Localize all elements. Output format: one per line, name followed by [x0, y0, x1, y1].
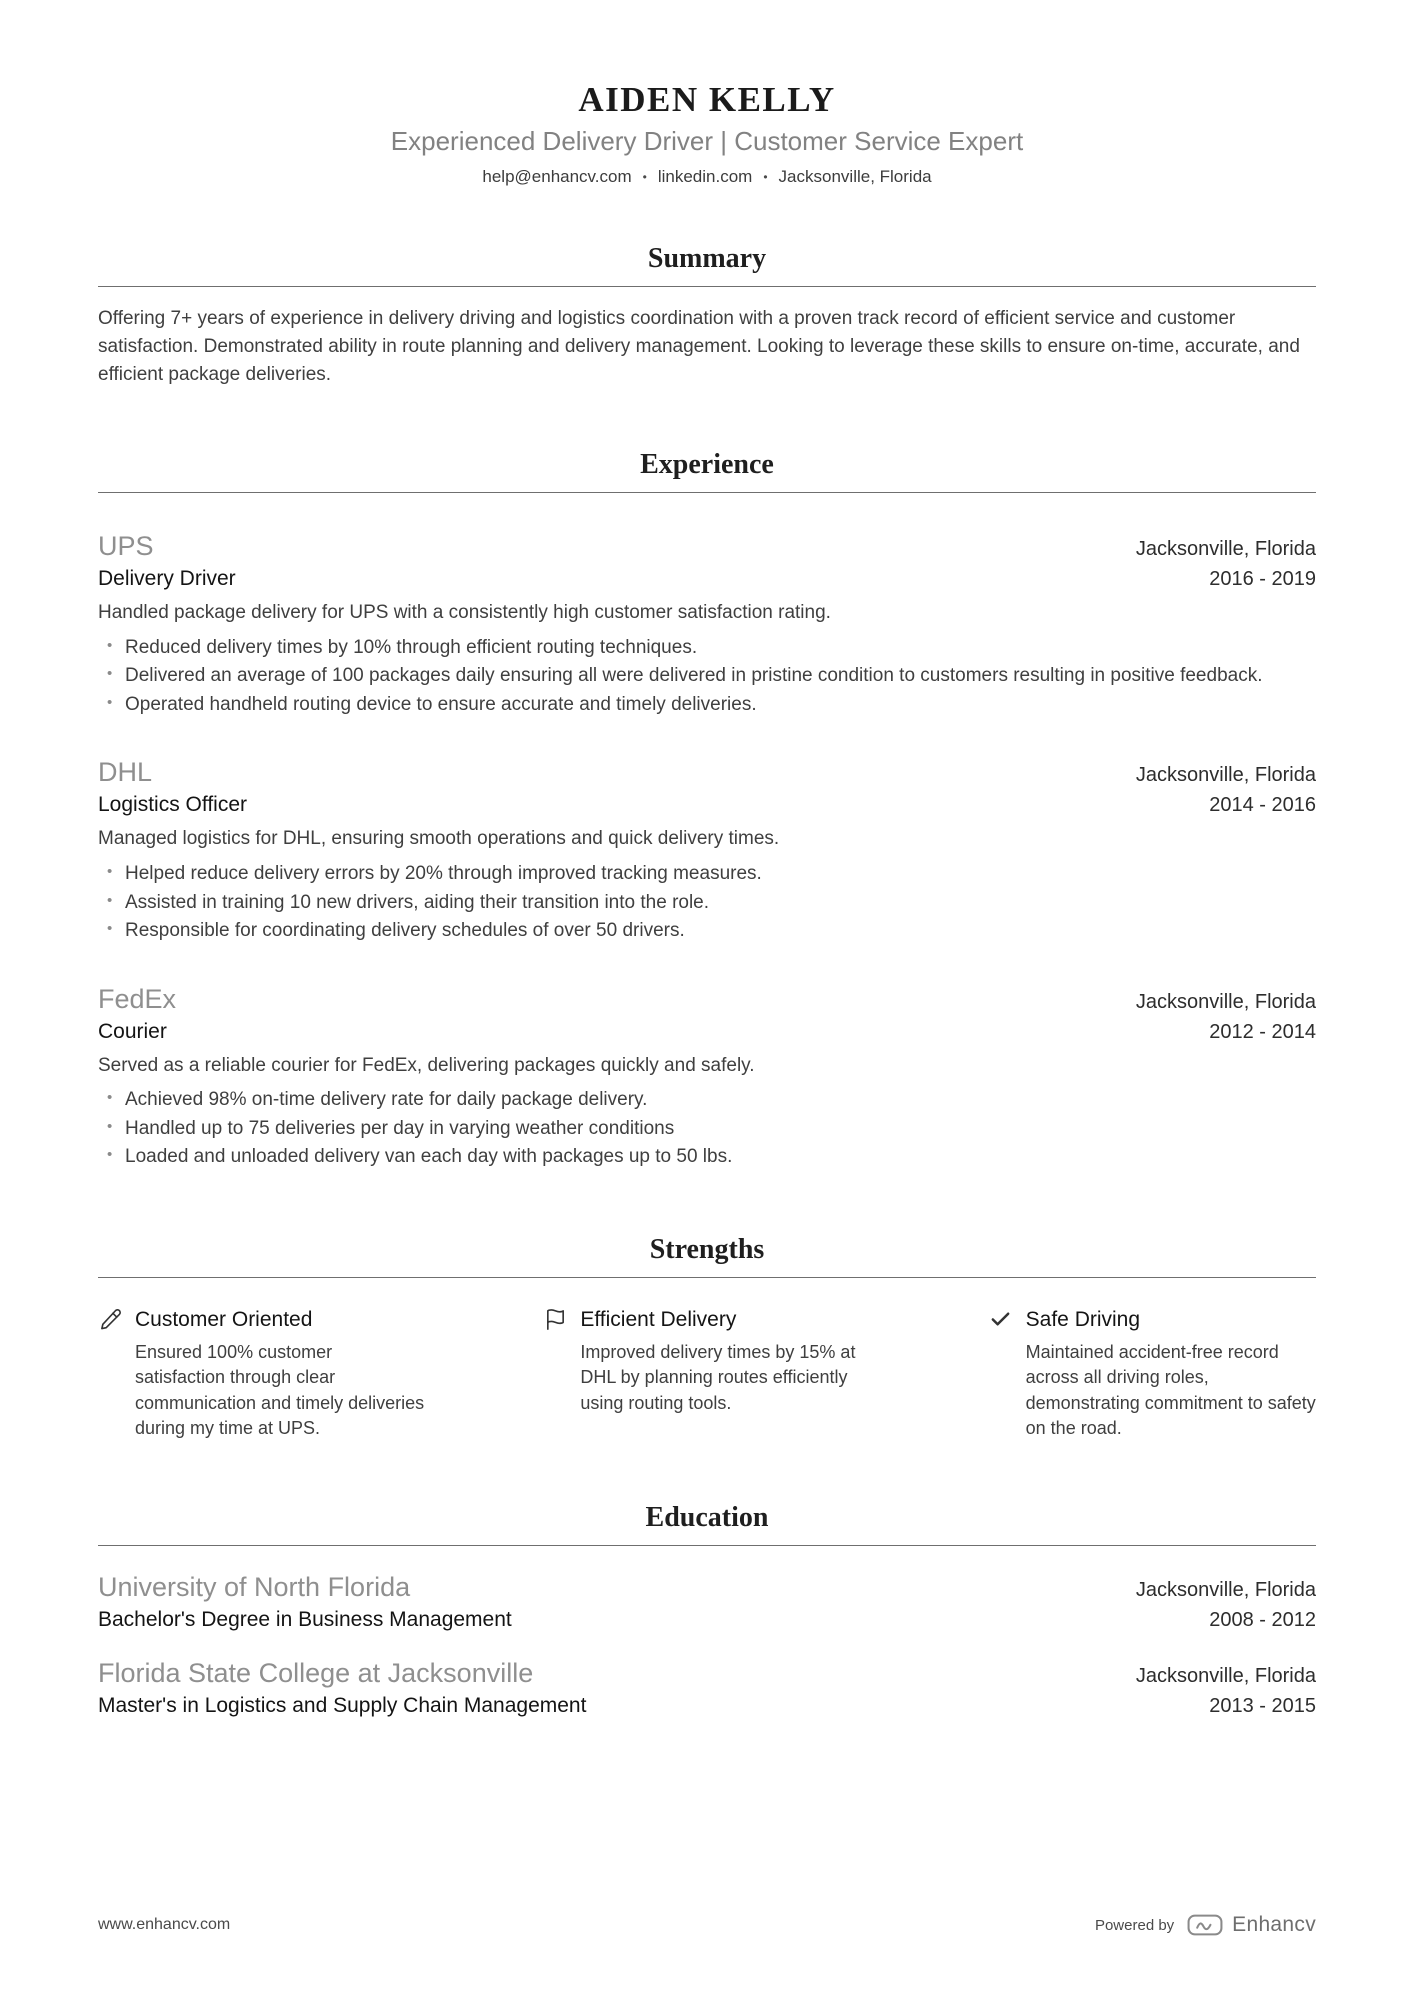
education-degree-row [98, 1608, 1316, 1632]
school-location: Jacksonville, Florida [1135, 1664, 1316, 1687]
job-bullet-list [98, 634, 1316, 720]
strength-text: Ensured 100% customer satisfaction through clear communication and timely deliveries during my time at UPS. [135, 1341, 425, 1439]
strength-item [98, 1308, 425, 1442]
job-title: Delivery Driver [98, 567, 236, 591]
degree: Bachelor's Degree in Business Management [98, 1607, 512, 1631]
enhancv-logo-icon [1187, 1914, 1223, 1936]
job-location: Jacksonville, Florida [1135, 538, 1316, 561]
job-bullet: • Reduced delivery times by 10% through efficient routing techniques. [98, 634, 1316, 663]
degree: Master's in Logistics and Supply Chain Management [98, 1693, 587, 1717]
job-bullet: • Responsible for coordinating delivery schedules of over 50 drivers. [98, 917, 1316, 946]
strength-item [989, 1308, 1316, 1442]
education-degree-row [98, 1694, 1316, 1718]
job-dates: 2012 - 2014 [1209, 1020, 1316, 1043]
job-bullet: • Assisted in training 10 new drivers, aiding their transition into the role. [98, 889, 1316, 918]
experience-entry [98, 531, 1316, 719]
job-bullet-list [98, 1086, 1316, 1172]
contact-email-link[interactable]: help@enhancv.com [482, 167, 632, 186]
job-summary: Served as a reliable courier for FedEx, delivering packages quickly and safely. [98, 1054, 755, 1076]
strength-text: Improved delivery times by 15% at DHL by planning routes efficiently using routing tools. [580, 1341, 856, 1413]
job-header-row [98, 757, 1316, 788]
job-role-row [98, 1020, 1316, 1044]
strength-text: Maintained accident-free record across all driving roles, demonstrating commitment to safety on the road. [1025, 1341, 1316, 1439]
contact-row [98, 167, 1316, 187]
footer-website-link[interactable]: www.enhancv.com [98, 1916, 231, 1933]
section-heading-experience: Experience [98, 449, 1316, 493]
education-section [98, 1502, 1316, 1718]
job-role-row [98, 567, 1316, 591]
job-header-row [98, 531, 1316, 562]
job-bullet: • Handled up to 75 deliveries per day in varying weather conditions [98, 1115, 1316, 1144]
summary-text: Offering 7+ years of experience in delivery driving and logistics coordination with a proven track record of efficient service and customer satisfaction. Demonstrated ability in route planning and delivery management. Looking to leverage these skills to ensure on-time, accurate, and efficient package deliveries. [98, 308, 1300, 386]
job-title: Logistics Officer [98, 793, 247, 817]
page-footer [98, 1913, 1316, 1947]
school-dates: 2008 - 2012 [1209, 1608, 1316, 1631]
footer-branding [1095, 1913, 1316, 1937]
resume-header [98, 80, 1316, 187]
flag-icon [543, 1308, 567, 1332]
section-heading-education: Education [98, 1502, 1316, 1546]
school-name: University of North Florida [98, 1571, 411, 1602]
strength-title: Efficient Delivery [580, 1307, 737, 1331]
strength-header [543, 1308, 870, 1332]
section-heading-strengths: Strengths [98, 1234, 1316, 1278]
job-bullet: • Achieved 98% on-time delivery rate for daily package delivery. [98, 1086, 1316, 1115]
contact-separator: • [642, 170, 647, 184]
job-bullet: • Loaded and unloaded delivery van each day with packages up to 50 lbs. [98, 1143, 1316, 1172]
job-summary: Handled package delivery for UPS with a consistently high customer satisfaction rating. [98, 602, 831, 624]
enhancv-brand-name: Enhancv [1232, 1913, 1316, 1936]
summary-section [98, 243, 1316, 389]
job-bullet: • Delivered an average of 100 packages daily ensuring all were delivered in pristine condition to customers resulting in positive feedback. [98, 662, 1316, 691]
contact-separator: • [763, 170, 768, 184]
experience-section [98, 449, 1316, 1171]
contact-linkedin-link[interactable]: linkedin.com [657, 167, 753, 186]
job-bullet-list [98, 860, 1316, 946]
strength-title: Customer Oriented [135, 1307, 313, 1331]
school-dates: 2013 - 2015 [1209, 1694, 1316, 1717]
education-header-row [98, 1658, 1316, 1689]
job-title: Courier [98, 1019, 167, 1043]
enhancv-brand-link[interactable] [1187, 1913, 1316, 1937]
strengths-grid [98, 1308, 1316, 1442]
strength-header [98, 1308, 425, 1332]
job-dates: 2016 - 2019 [1209, 568, 1316, 591]
check-icon [989, 1308, 1013, 1332]
strengths-section [98, 1234, 1316, 1442]
job-dates: 2014 - 2016 [1209, 794, 1316, 817]
company-name: UPS [98, 531, 154, 562]
education-entry [98, 1658, 1316, 1718]
powered-by-label: Powered by [1094, 1916, 1175, 1934]
section-heading-summary: Summary [98, 243, 1316, 287]
job-location: Jacksonville, Florida [1135, 990, 1316, 1013]
experience-entry [98, 757, 1316, 945]
education-entry [98, 1572, 1316, 1632]
job-summary: Managed logistics for DHL, ensuring smooth operations and quick delivery times. [98, 828, 780, 850]
candidate-headline: Experienced Delivery Driver | Customer Service Expert [390, 126, 1024, 156]
job-header-row [98, 984, 1316, 1015]
experience-entry [98, 984, 1316, 1172]
job-role-row [98, 793, 1316, 817]
school-name: Florida State College at Jacksonville [98, 1657, 534, 1688]
job-bullet: • Helped reduce delivery errors by 20% through improved tracking measures. [98, 860, 1316, 889]
strength-header [989, 1308, 1316, 1332]
job-bullet: • Operated handheld routing device to ensure accurate and timely deliveries. [98, 691, 1316, 720]
school-location: Jacksonville, Florida [1135, 1578, 1316, 1601]
strength-title: Safe Driving [1025, 1307, 1141, 1331]
strength-item [543, 1308, 870, 1442]
pen-icon [98, 1308, 122, 1332]
job-location: Jacksonville, Florida [1135, 764, 1316, 787]
company-name: FedEx [98, 983, 177, 1014]
education-header-row [98, 1572, 1316, 1603]
candidate-name: AIDEN KELLY [578, 80, 836, 119]
company-name: DHL [98, 757, 153, 788]
contact-location: Jacksonville, Florida [778, 167, 932, 186]
